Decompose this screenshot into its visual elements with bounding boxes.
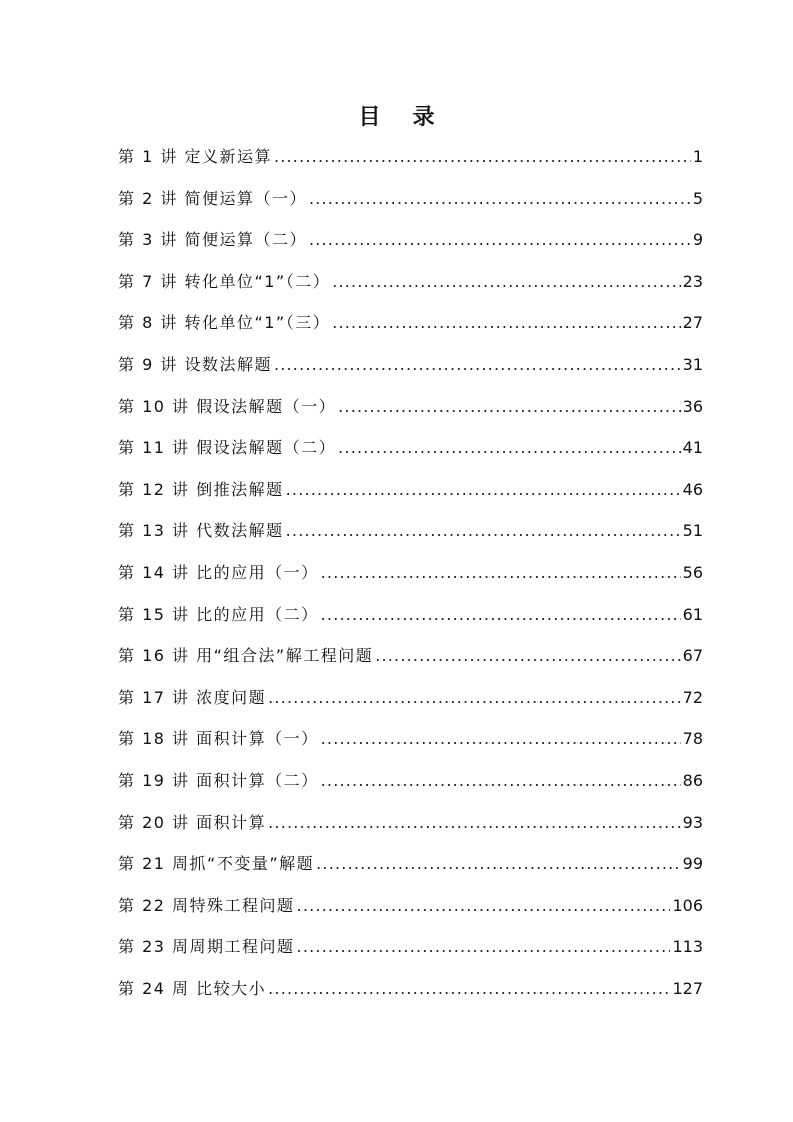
toc-entry-page: 93	[682, 812, 703, 832]
toc-entry-label: 第 24 周 比较大小	[118, 978, 267, 998]
toc-entry-page: 31	[682, 354, 703, 374]
toc-dot-leader	[332, 312, 680, 334]
toc-entry[interactable]	[118, 853, 703, 895]
toc-entry-label: 第 15 讲 比的应用（二）	[118, 604, 319, 624]
page-title	[0, 100, 793, 131]
toc-entry-page: 113	[672, 937, 703, 957]
toc-entry[interactable]	[118, 479, 703, 521]
toc-dot-leader	[274, 354, 681, 376]
toc-dot-leader	[297, 895, 671, 917]
toc-entry-label: 第 11 讲 假设法解题（二）	[118, 438, 337, 458]
toc-entry-page: 27	[682, 313, 703, 333]
toc-entry-page: 72	[682, 687, 703, 707]
toc-entry[interactable]	[118, 645, 703, 687]
toc-entry-label: 第 21 周抓“不变量”解题	[118, 854, 315, 874]
toc-entry-page: 67	[682, 646, 703, 666]
toc-entry[interactable]	[118, 354, 703, 396]
toc-entry-page: 1	[692, 147, 703, 166]
toc-entry-label: 第 19 讲 面积计算（二）	[118, 770, 319, 790]
toc-entry-page: 127	[672, 978, 703, 998]
toc-entry-label: 第 8 讲 转化单位“1”（三）	[118, 313, 331, 333]
toc-dot-leader	[338, 396, 681, 418]
toc-entry-label: 第 18 讲 面积计算（一）	[118, 729, 319, 749]
toc-dot-leader	[321, 562, 681, 584]
toc-entry-page: 5	[692, 188, 703, 208]
toc-entry-page: 23	[682, 271, 703, 291]
toc-entry-label: 第 20 讲 面积计算	[118, 812, 267, 832]
toc-entry-label: 第 14 讲 比的应用（一）	[118, 562, 319, 582]
toc-entry[interactable]	[118, 312, 703, 354]
toc-entry[interactable]	[118, 812, 703, 854]
toc-entry-page: 51	[682, 521, 703, 541]
toc-dot-leader	[375, 645, 680, 667]
toc-entry-label: 第 9 讲 设数法解题	[118, 354, 272, 374]
toc-entry-label: 第 1 讲 定义新运算	[118, 147, 272, 166]
toc-entry[interactable]	[118, 437, 703, 479]
toc-entry[interactable]	[118, 271, 703, 313]
toc-entry[interactable]	[118, 229, 703, 271]
toc-dot-leader	[321, 770, 681, 792]
toc-entry-label: 第 22 周特殊工程问题	[118, 895, 295, 915]
toc-entry-page: 86	[682, 770, 703, 790]
toc-dot-leader	[274, 146, 691, 168]
toc-dot-leader	[316, 853, 681, 875]
toc-entry-page: 46	[682, 479, 703, 499]
toc-entry-page: 41	[682, 438, 703, 458]
toc-entry[interactable]	[118, 936, 703, 978]
toc-entry-page: 99	[682, 854, 703, 874]
page-title-char-1: 目	[358, 105, 381, 130]
toc-entry-page: 61	[682, 604, 703, 624]
toc-dot-leader	[309, 188, 691, 210]
toc-entry-label: 第 10 讲 假设法解题（一）	[118, 396, 337, 416]
toc-entry[interactable]	[118, 978, 703, 1020]
toc-entry[interactable]	[118, 520, 703, 562]
toc-entry-page: 36	[682, 396, 703, 416]
toc-dot-leader	[321, 604, 681, 626]
toc-entry[interactable]	[118, 604, 703, 646]
toc-entry[interactable]	[118, 396, 703, 438]
toc-entry-page: 9	[692, 230, 703, 250]
toc-entry-label: 第 23 周周期工程问题	[118, 937, 295, 957]
toc-entry-label: 第 12 讲 倒推法解题	[118, 479, 284, 499]
toc-entry[interactable]	[118, 770, 703, 812]
toc-dot-leader	[268, 978, 670, 1000]
toc-dot-leader	[268, 687, 681, 709]
toc-dot-leader	[332, 271, 680, 293]
toc-entry[interactable]	[118, 188, 703, 230]
toc-dot-leader	[286, 479, 681, 501]
toc-entry-page: 56	[682, 562, 703, 582]
toc-entry[interactable]	[118, 728, 703, 770]
toc-entry-page: 78	[682, 729, 703, 749]
toc-dot-leader	[309, 229, 691, 251]
toc-entry-label: 第 16 讲 用“组合法”解工程问题	[118, 646, 374, 666]
toc-dot-leader	[321, 728, 681, 750]
toc-entry[interactable]	[118, 687, 703, 729]
toc-entry-label: 第 7 讲 转化单位“1”（二）	[118, 271, 331, 291]
toc-entry[interactable]	[118, 146, 703, 188]
toc-dot-leader	[268, 812, 681, 834]
toc-entry-label: 第 13 讲 代数法解题	[118, 521, 284, 541]
page-title-char-2: 录	[412, 105, 435, 130]
toc-entry-label: 第 3 讲 简便运算（二）	[118, 230, 307, 250]
toc-entry-label: 第 17 讲 浓度问题	[118, 687, 267, 707]
toc-entry-page: 106	[672, 895, 703, 915]
toc-dot-leader	[338, 437, 681, 459]
toc-dot-leader	[297, 936, 671, 958]
toc-entry[interactable]	[118, 895, 703, 937]
toc-entry-label: 第 2 讲 简便运算（一）	[118, 188, 307, 208]
table-of-contents	[118, 146, 703, 1019]
toc-entry[interactable]	[118, 562, 703, 604]
toc-dot-leader	[286, 520, 681, 542]
